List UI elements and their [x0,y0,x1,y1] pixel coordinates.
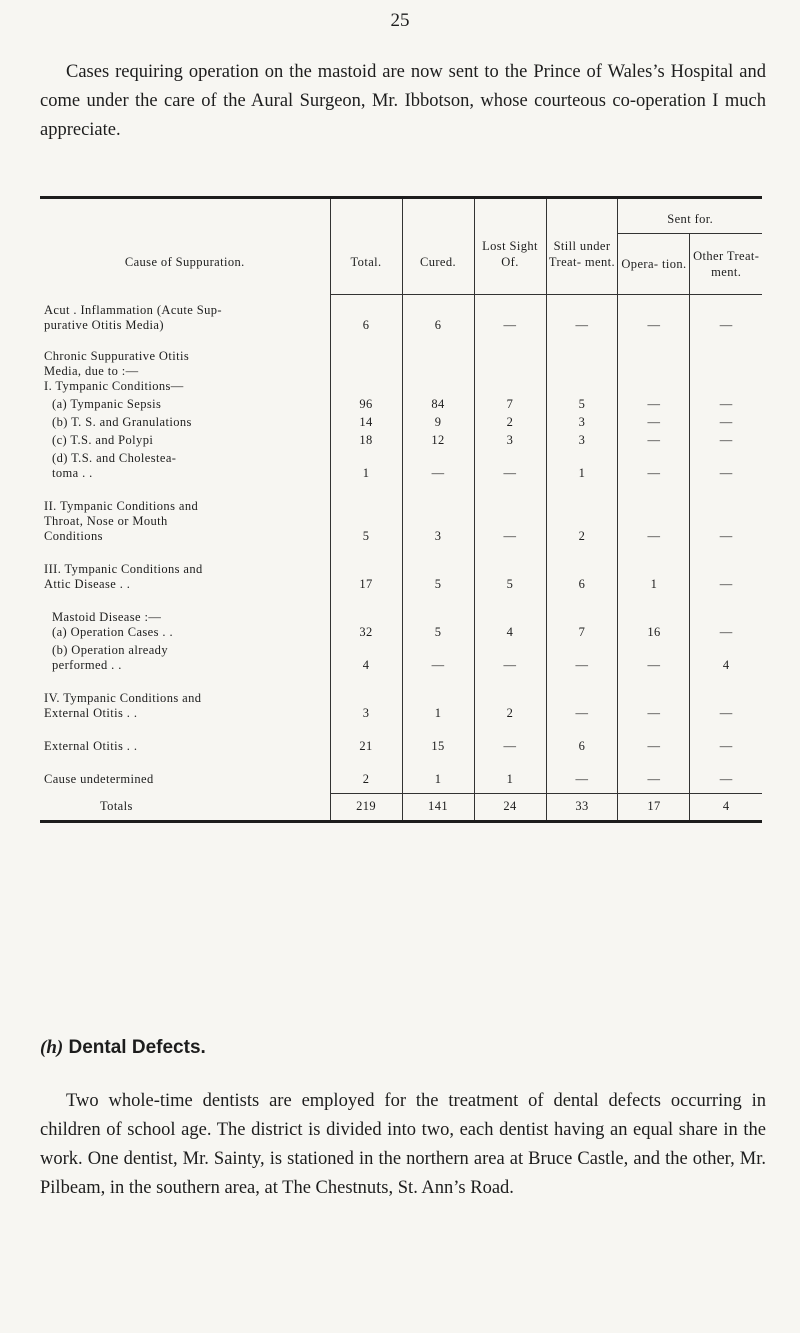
cell-still: — [546,673,618,721]
row-label-line: IV. Tympanic Conditions and [44,690,202,705]
table-row [40,430,762,448]
cell-total: 17 [330,544,402,592]
row-label [40,754,330,787]
row-label [40,412,330,430]
cell-still: 1 [546,448,618,481]
cell-cured: 1 [402,673,474,721]
cell-lost: 4 [474,592,546,640]
cell-lost: 7 [474,394,546,412]
cell-op: — [618,412,690,430]
row-label-line: Media, due to :— [44,363,139,378]
cell-still: 5 [546,394,618,412]
table-row [40,448,762,481]
cell-still: 3 [546,430,618,448]
row-label-line: (c) T.S. and Polypi [52,432,154,447]
cell-op [618,333,690,394]
cell-op: — [618,394,690,412]
cell-op: — [618,640,690,673]
row-label-line: (d) T.S. and Cholestea- [52,450,177,465]
header-still-text: Still under Treat- ment. [548,238,616,269]
cell-other: — [690,481,762,544]
row-label [40,430,330,448]
section-letter: (h) [40,1037,64,1058]
row-label [40,481,330,544]
cell-cured: — [402,640,474,673]
cell-cured: 3 [402,481,474,544]
row-label-line: External Otitis . . [44,738,138,753]
cell-total: 14 [330,412,402,430]
cell-op: — [618,481,690,544]
header-operation: Opera- tion. [618,234,690,295]
table-row [40,394,762,412]
row-label-line: Cause undetermined [44,771,154,786]
cell-op: — [618,448,690,481]
cell-op: — [618,721,690,754]
cell-lost: 1 [474,754,546,787]
row-label-line: I. Tympanic Conditions— [44,378,184,393]
table-row [40,544,762,592]
suppuration-table [40,196,762,823]
row-label-line: Mastoid Disease :— [52,609,162,624]
row-label-line: purative Otitis Media) [44,317,164,332]
cell-cured [402,333,474,394]
cell-op: 1 [618,544,690,592]
cell-total: 21 [330,721,402,754]
intro-paragraph: Cases requiring operation on the mastoid are now sent to the Prince of Wales’s Hospital and come under the care of the Aural Surgeon, Mr. Ibbotson, whose courteous co-operation I much appreciate. [40,62,766,140]
page-number: 25 [390,10,410,31]
row-label [40,448,330,481]
row-label-line: (a) Tympanic Sepsis [52,396,162,411]
cell-total: 6 [330,295,402,333]
cell-total: 2 [330,754,402,787]
totals-other: 4 [690,793,762,820]
cell-total: 3 [330,673,402,721]
header-lost-sight-text: Lost Sight Of. [482,238,538,269]
cell-other: — [690,412,762,430]
cell-cured: 84 [402,394,474,412]
cell-still: 2 [546,481,618,544]
cell-lost: 3 [474,430,546,448]
row-label-line: Attic Disease . . [44,576,131,591]
row-label [40,544,330,592]
cell-other: — [690,754,762,787]
row-label [40,673,330,721]
cell-cured: 5 [402,544,474,592]
totals-still: 33 [546,793,618,820]
cell-other: — [690,592,762,640]
table-row [40,333,762,394]
cell-cured: 12 [402,430,474,448]
row-label [40,333,330,394]
dental-paragraph: Two whole-time dentists are employed for the treatment of dental defects occurring in children of school age. The district is divided into two, each dentist having an equal share in the work. One dentist, Mr. Sainty, is stationed in the northern area at Bruce Castle, and the other, Mr. Pilbeam, in the southern area, at The Chestnuts, St. Ann’s Road. [40,1091,766,1198]
cell-still: — [546,754,618,787]
cell-other: — [690,673,762,721]
header-other: Other Treat- ment. [690,234,762,295]
cell-total [330,333,402,394]
cell-op: — [618,430,690,448]
table-row [40,481,762,544]
cell-other [690,333,762,394]
cell-op: 16 [618,592,690,640]
cell-cured: — [402,448,474,481]
row-label-line: (b) Operation already [52,642,168,657]
row-label-line: Throat, Nose or Mouth [44,513,168,528]
cell-lost: — [474,721,546,754]
totals-total: 219 [330,793,402,820]
table-row [40,592,762,640]
cell-total: 18 [330,430,402,448]
cell-other: — [690,430,762,448]
cell-total: 1 [330,448,402,481]
cell-total: 32 [330,592,402,640]
section-title [40,1037,206,1059]
cell-lost: 2 [474,673,546,721]
header-still [546,199,618,294]
row-label [40,721,330,754]
cell-total: 5 [330,481,402,544]
cell-op: — [618,754,690,787]
totals-label: Totals [100,798,133,813]
row-label-line: Chronic Suppurative Otitis [44,348,190,363]
row-label-line: (a) Operation Cases . . [52,624,173,639]
row-label-line: III. Tympanic Conditions and [44,561,203,576]
cell-still: 3 [546,412,618,430]
header-sent-for: Sent for. [618,199,762,234]
cell-other: 4 [690,640,762,673]
header-cause: Cause of Suppuration. [124,254,245,269]
cell-lost: — [474,295,546,333]
header-lost-sight [474,199,546,294]
totals-lost: 24 [474,793,546,820]
row-label-line: II. Tympanic Conditions and [44,498,199,513]
table-row [40,640,762,673]
cell-total: 4 [330,640,402,673]
cell-op: — [618,673,690,721]
cell-cured: 1 [402,754,474,787]
table-row [40,754,762,787]
row-label-line: Conditions [44,528,103,543]
totals-cured: 141 [402,793,474,820]
cell-still: 6 [546,544,618,592]
table-row [40,721,762,754]
cell-cured: 15 [402,721,474,754]
cell-lost: — [474,448,546,481]
cell-op: — [618,295,690,333]
row-label [40,592,330,640]
cell-other: — [690,544,762,592]
header-cured: Cured. [402,199,474,294]
row-label-line: External Otitis . . [44,705,138,720]
cell-other: — [690,448,762,481]
cell-other: — [690,721,762,754]
cell-other: — [690,394,762,412]
cell-still: — [546,640,618,673]
cell-other: — [690,295,762,333]
totals-row [40,793,762,820]
row-label-line: toma . . [52,465,93,480]
table-bottom-rule [40,820,762,823]
cell-total: 96 [330,394,402,412]
cell-cured: 9 [402,412,474,430]
cell-cured: 6 [402,295,474,333]
table-row [40,412,762,430]
row-label-line: performed . . [52,657,122,672]
cell-still [546,333,618,394]
cell-lost: — [474,481,546,544]
row-label-line: (b) T. S. and Granulations [52,414,192,429]
row-label [40,640,330,673]
totals-op: 17 [618,793,690,820]
cell-lost: — [474,640,546,673]
cell-lost [474,333,546,394]
cell-lost: 5 [474,544,546,592]
section-title-text: Dental Defects. [68,1037,206,1058]
cell-still: 6 [546,721,618,754]
cell-lost: 2 [474,412,546,430]
cell-still: — [546,295,618,333]
row-label-line: Acut . Inflammation (Acute Sup- [44,302,222,317]
cell-cured: 5 [402,592,474,640]
header-total: Total. [330,199,402,294]
cell-still: 7 [546,592,618,640]
row-label [40,394,330,412]
table-row [40,673,762,721]
row-label [40,295,330,333]
table-row [40,295,762,333]
